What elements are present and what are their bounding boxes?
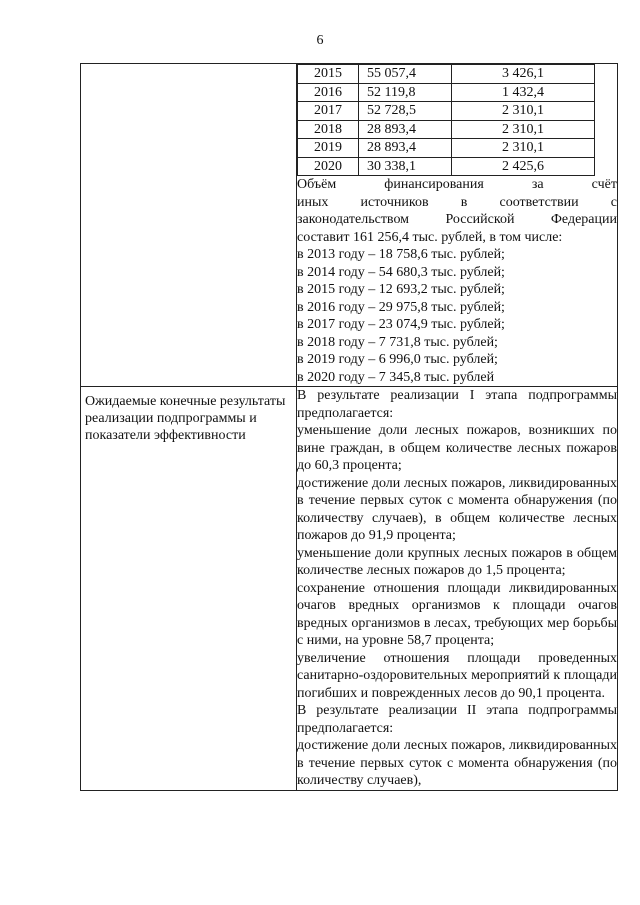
word: законодательством — [297, 212, 410, 227]
amount-cell: 1 432,4 — [452, 83, 595, 102]
text-line — [297, 211, 617, 229]
amount-cell: 30 338,1 — [359, 157, 452, 176]
year-amount-line: в 2015 году – 12 693,2 тыс. рублей; — [297, 282, 505, 297]
year-amount-line: в 2019 году – 6 996,0 тыс. рублей; — [297, 352, 498, 367]
table-row — [298, 157, 595, 176]
result-item: достижение доли лесных пожаров, ликвидированных в течение первых суток с момента обнаружения (по количеству случаев), в общем количестве лесных пожаров до 91,9 процента; — [297, 475, 617, 543]
amount-cell: 2 310,1 — [452, 102, 595, 121]
text-line — [297, 194, 617, 212]
year-cell: 2018 — [298, 120, 359, 139]
word: Федерации — [550, 212, 617, 227]
result-item: уменьшение доли лесных пожаров, возникших по вине граждан, в общем количестве лесных пожаров до 60,3 процента; — [297, 423, 617, 473]
word: Российской — [445, 212, 515, 227]
results-cell — [297, 387, 618, 791]
table-row — [298, 102, 595, 121]
amount-cell: 28 893,4 — [359, 120, 452, 139]
year-amount-line: в 2018 году – 7 731,8 тыс. рублей; — [297, 334, 498, 350]
stage2-intro: В результате реализации II этапа подпрограммы предполагается: — [297, 703, 617, 736]
year-cell: 2020 — [298, 157, 359, 176]
year-cell: 2016 — [298, 83, 359, 102]
year-amount-line: в 2017 году – 23 074,9 тыс. рублей; — [297, 317, 505, 332]
financing-row — [81, 64, 618, 387]
expected-results-label: Ожидаемые конечные результаты реализации подпрограммы и показатели эффективности — [85, 394, 286, 443]
table-row — [298, 139, 595, 158]
table-row — [298, 83, 595, 102]
word: счёт — [591, 177, 617, 192]
amount-cell: 55 057,4 — [359, 65, 452, 84]
result-item: уменьшение доли крупных лесных пожаров в общем количестве лесных пожаров до 1,5 процента; — [297, 545, 617, 578]
subprogram-passport-table — [80, 63, 618, 791]
word: финансирования — [384, 177, 484, 192]
year-amount-line: в 2014 году – 54 680,3 тыс. рублей; — [297, 264, 505, 280]
year-amount-line: в 2020 году – 7 345,8 тыс. рублей — [297, 369, 495, 385]
text-line — [297, 176, 617, 194]
word: иных — [297, 194, 329, 210]
word: в — [460, 194, 468, 210]
result-item: достижение доли лесных пожаров, ликвидированных в течение первых суток с момента обнаружения (по количеству случаев), — [297, 738, 617, 788]
other-sources-text — [297, 176, 617, 386]
amount-cell: 3 426,1 — [452, 65, 595, 84]
page-number: 6 — [316, 33, 324, 48]
total-amount-line: составит 161 256,4 тыс. рублей, в том числе: — [297, 229, 563, 245]
year-cell: 2015 — [298, 65, 359, 84]
year-cell: 2019 — [298, 139, 359, 158]
amount-cell: 52 728,5 — [359, 102, 452, 121]
table-row — [298, 65, 595, 84]
amount-cell: 2 310,1 — [452, 120, 595, 139]
amount-cell: 2 425,6 — [452, 157, 595, 176]
word: Объём — [297, 177, 337, 192]
amount-cell: 52 119,8 — [359, 83, 452, 102]
amount-cell: 28 893,4 — [359, 139, 452, 158]
results-label-cell — [81, 387, 297, 791]
financing-table — [297, 64, 595, 176]
stage1-intro: В результате реализации I этапа подпрограммы предполагается: — [297, 388, 617, 421]
result-item: сохранение отношения площади ликвидированных очагов вредных организмов к площади очагов вредных организмов в лесах, требующих мер борьбы с ними, на уровне 58,7 процента; — [297, 580, 617, 648]
amount-cell: 2 310,1 — [452, 139, 595, 158]
word: источников — [360, 194, 429, 210]
word: с — [610, 194, 617, 210]
empty-label-cell — [81, 64, 297, 387]
year-cell: 2017 — [298, 102, 359, 121]
year-amount-line: в 2016 году – 29 975,8 тыс. рублей; — [297, 299, 505, 315]
word: за — [531, 177, 544, 192]
year-amount-line: в 2013 году – 18 758,6 тыс. рублей; — [297, 247, 505, 262]
result-item: увеличение отношения площади проведенных санитарно-оздоровительных мероприятий к площади погибших и поврежденных лесов до 90,1 процента. — [297, 650, 617, 701]
results-row — [81, 387, 618, 791]
financing-cell — [297, 64, 618, 387]
table-row — [298, 120, 595, 139]
word: соответствии — [499, 194, 579, 210]
